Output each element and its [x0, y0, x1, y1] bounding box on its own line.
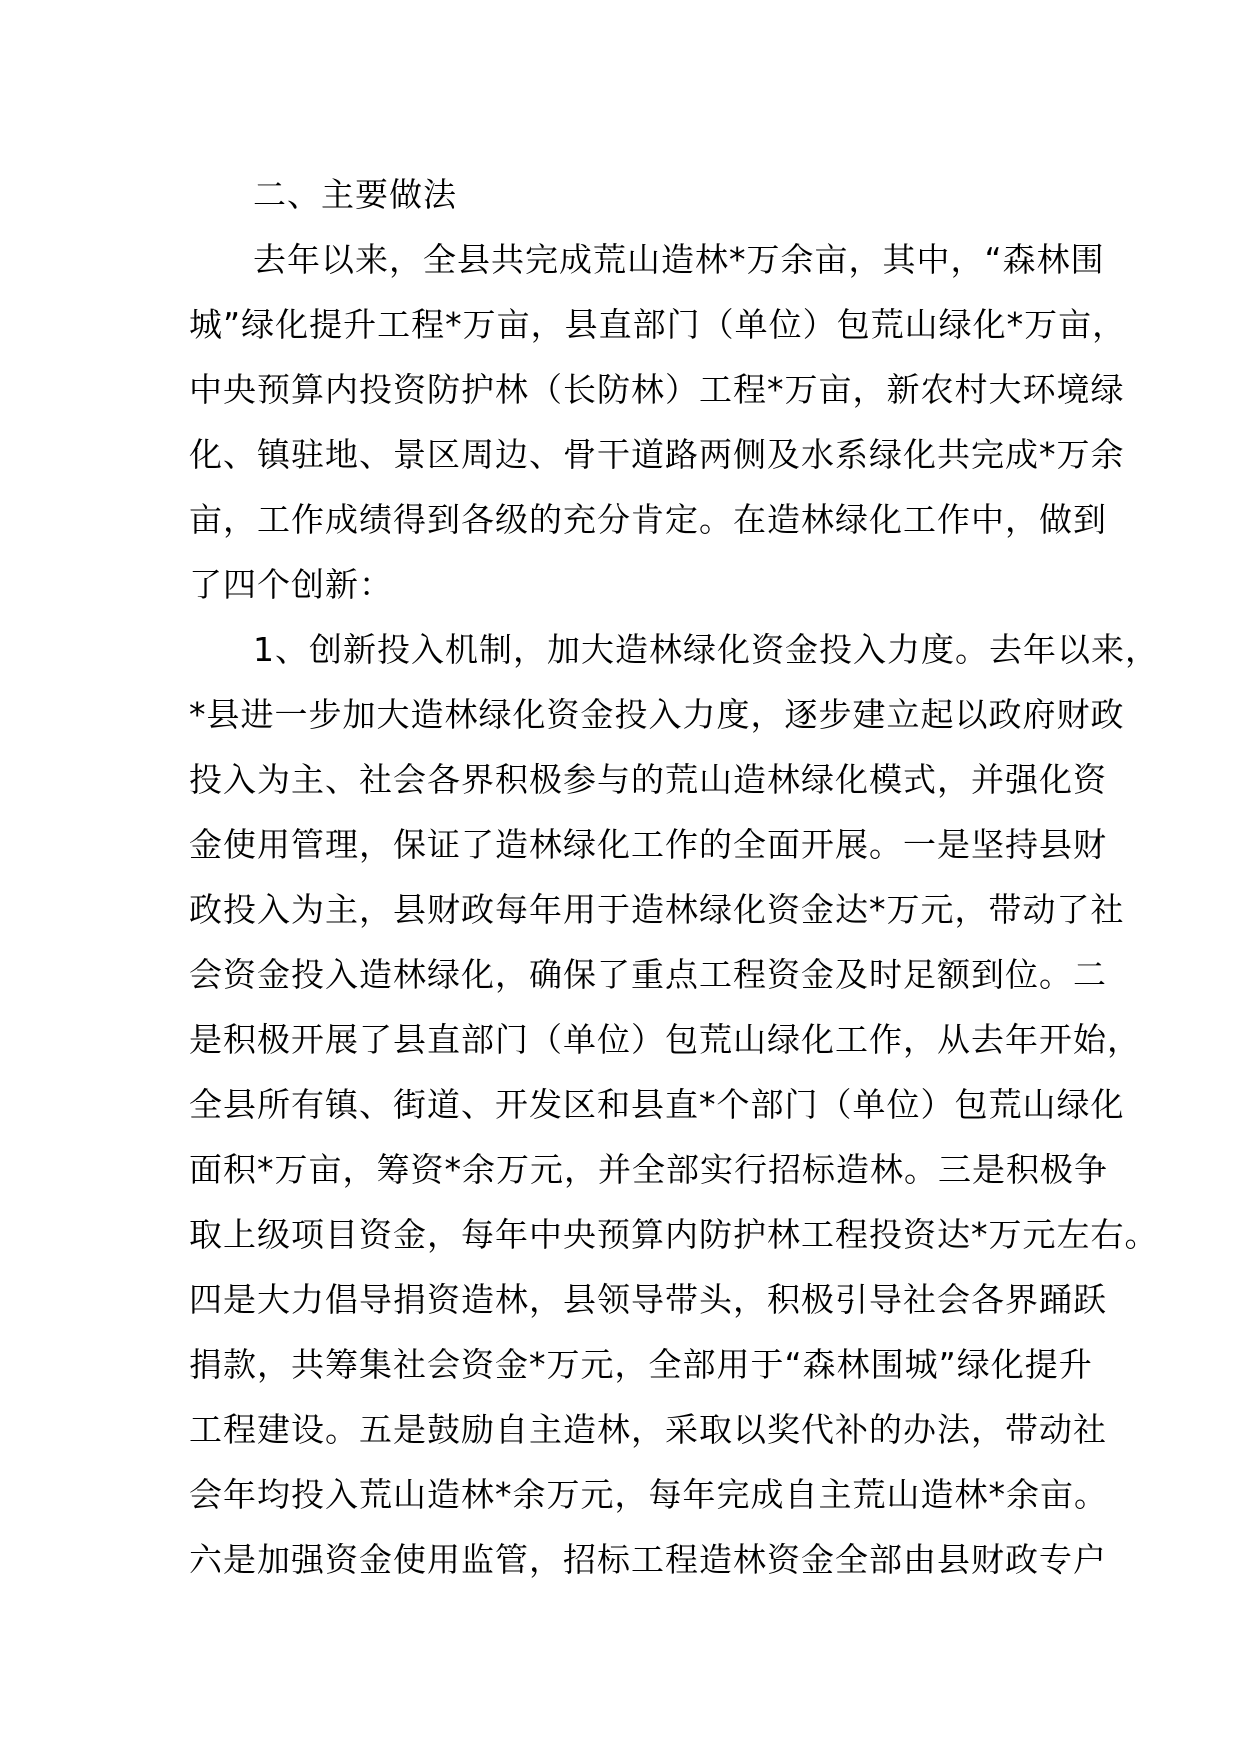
paragraph-line: 1、创新投入机制，加大造林绿化资金投入力度。去年以来， [253, 630, 1159, 669]
paragraph-line: 捐款，共筹集社会资金*万元，全部用于“森林围城”绿化提升 [189, 1345, 1093, 1384]
section-heading: 二、主要做法 [253, 175, 457, 214]
paragraph-line: 投入为主、社会各界积极参与的荒山造林绿化模式，并强化资 [189, 760, 1107, 799]
paragraph-line: 面积*万亩，筹资*余万元，并全部实行招标造林。三是积极争 [189, 1150, 1108, 1189]
paragraph-line: 四是大力倡导捐资造林，县领导带头，积极引导社会各界踊跃 [189, 1280, 1107, 1319]
paragraph-line: 金使用管理，保证了造林绿化工作的全面开展。一是坚持县财 [189, 825, 1107, 864]
paragraph-line: 全县所有镇、街道、开发区和县直*个部门（单位）包荒山绿化 [189, 1085, 1125, 1124]
paragraph-line: 了四个创新： [189, 565, 393, 604]
paragraph-line: 去年以来，全县共完成荒山造林*万余亩，其中，“森林围 [253, 240, 1105, 279]
paragraph-line: 政投入为主，县财政每年用于造林绿化资金达*万元，带动了社 [189, 890, 1125, 929]
paragraph-line: 六是加强资金使用监管，招标工程造林资金全部由县财政专户 [189, 1540, 1107, 1579]
paragraph-line: 亩，工作成绩得到各级的充分肯定。在造林绿化工作中，做到 [189, 500, 1107, 539]
paragraph-line: 会资金投入造林绿化，确保了重点工程资金及时足额到位。二 [189, 955, 1107, 994]
paragraph-line: 工程建设。五是鼓励自主造林，采取以奖代补的办法，带动社 [189, 1410, 1107, 1449]
paragraph-line: 是积极开展了县直部门（单位）包荒山绿化工作，从去年开始， [189, 1020, 1141, 1059]
body-text [189, 162, 1159, 1592]
paragraph-line: 会年均投入荒山造林*余万元，每年完成自主荒山造林*余亩。 [189, 1475, 1108, 1514]
paragraph-line: *县进一步加大造林绿化资金投入力度，逐步建立起以政府财政 [189, 695, 1125, 734]
paragraph-line: 化、镇驻地、景区周边、骨干道路两侧及水系绿化共完成*万余 [189, 435, 1125, 474]
paragraph-line: 取上级项目资金，每年中央预算内防护林工程投资达*万元左右。 [189, 1215, 1159, 1254]
paragraph-line: 城”绿化提升工程*万亩，县直部门（单位）包荒山绿化*万亩， [189, 305, 1127, 344]
paragraph-line: 中央预算内投资防护林（长防林）工程*万亩，新农村大环境绿 [189, 370, 1125, 409]
